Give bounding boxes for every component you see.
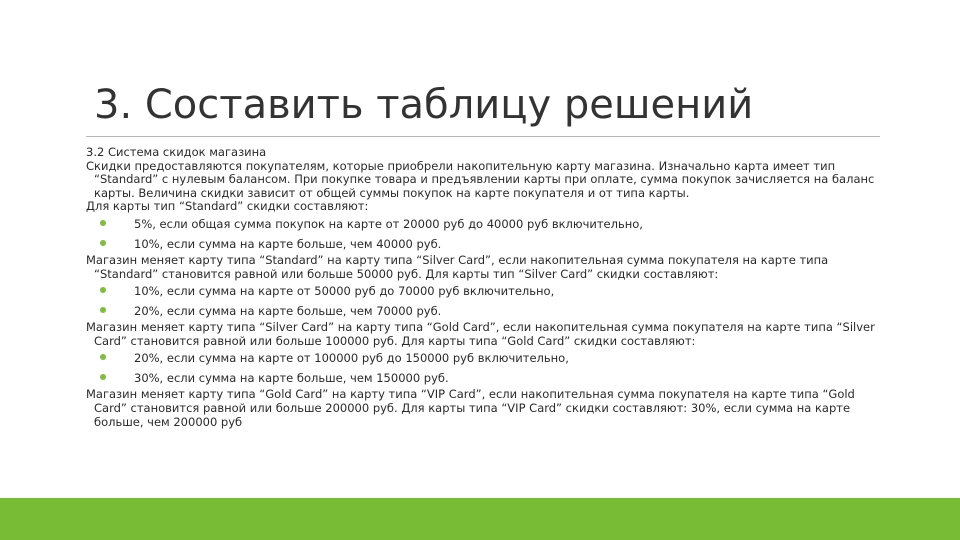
list-item: [86, 281, 886, 301]
silver-discount-list: [86, 281, 886, 321]
standard-heading: Для карты тип “Standard” скидки составляют:: [86, 199, 369, 214]
list-item: [86, 214, 886, 234]
list-item: [86, 368, 886, 388]
bullet-dot-icon: [100, 220, 106, 226]
silver-heading: Магазин меняет карту типа “Standard” на карту типа “Silver Card”, если накопительная сумма покупателя на карте типа “Standard” становится равной или больше 50000 руб. Для карты тип “Silver Card” скидки составляют:: [86, 252, 829, 281]
vip-paragraph: Магазин меняет карту типа “Gold Card” на карту типа “VIP Card”, если накопительная сумма покупателя на карте типа “Gold Card” становится равной или больше 200000 руб. Для карты типа “VIP Card” скидки составляют: 30%, если сумма на карте больше, чем 200000 руб: [86, 387, 855, 429]
list-item-text: 20%, если сумма на карте от 100000 руб до 150000 руб включительно,: [134, 351, 569, 366]
standard-discount-list: [86, 214, 886, 254]
bullet-dot-icon: [100, 240, 106, 246]
bullet-dot-icon: [100, 287, 106, 293]
list-item-text: 30%, если сумма на карте больше, чем 150000 руб.: [134, 371, 449, 386]
list-item-text: 5%, если общая сумма покупок на карте от 20000 руб до 40000 руб включительно,: [134, 216, 643, 231]
slide-title: 3. Составить таблицу решений: [94, 82, 754, 128]
bullet-dot-icon: [100, 374, 106, 380]
title-divider: [86, 136, 880, 137]
gold-heading: Магазин меняет карту типа “Silver Card” на карту типа “Gold Card”, если накопительная сумма покупателя на карте типа “Silver Card” становится равной или больше 100000 руб. Для карты типа “Gold Card” скидки составляют:: [86, 320, 875, 348]
intro-paragraph: Скидки предоставляются покупателям, которые приобрели накопительную карту магазина. Изначально карта имеет тип “Standard” с нулевым балансом. При покупке товара и предъявлении карты при оплате, сумма покупок зачисляется на баланс карты. Величина скидки зависит от общей суммы покупок на карте покупателя и от типа карты.: [86, 158, 875, 200]
list-item: [86, 348, 886, 368]
slide-body: [86, 146, 886, 429]
bottom-accent-bar: [0, 498, 960, 540]
list-item-text: 10%, если сумма на карте от 50000 руб до 70000 руб включительно,: [134, 284, 555, 299]
section-subtitle: 3.2 Система скидок магазина: [86, 145, 267, 159]
bullet-dot-icon: [100, 354, 106, 360]
list-item-text: 10%, если сумма на карте больше, чем 40000 руб.: [134, 236, 442, 251]
list-item-text: 20%, если сумма на карте больше, чем 70000 руб.: [134, 304, 442, 319]
list-item: [86, 234, 886, 254]
list-item: [86, 301, 886, 321]
bullet-dot-icon: [100, 307, 106, 313]
gold-discount-list: [86, 348, 886, 388]
